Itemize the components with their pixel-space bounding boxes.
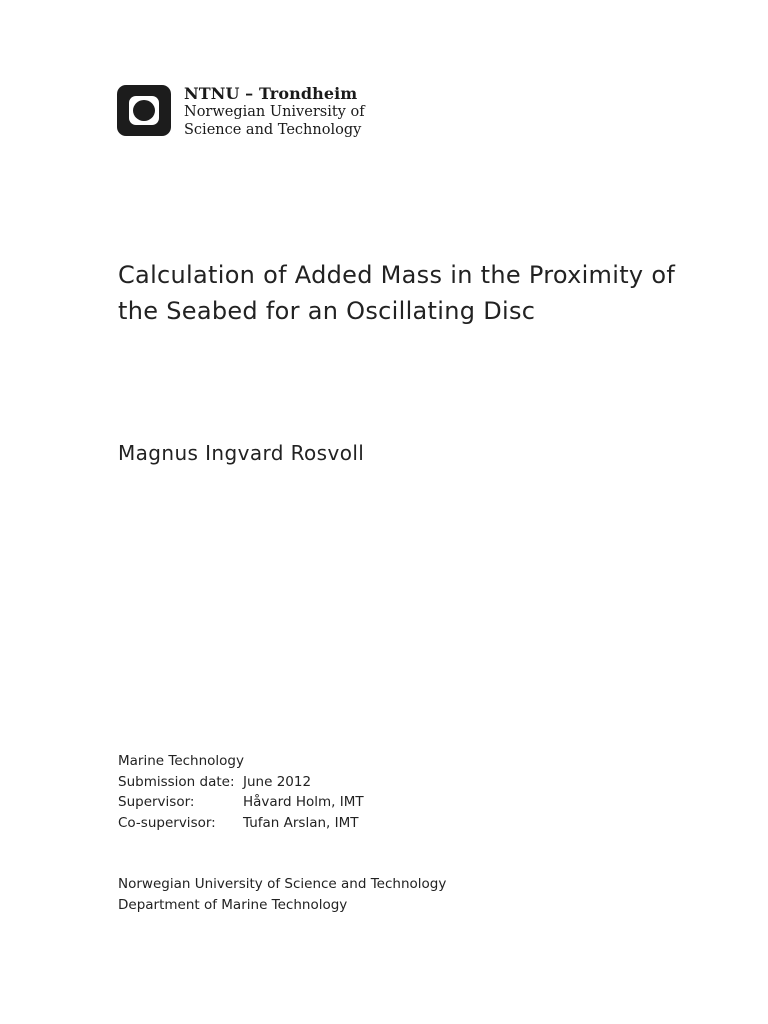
submission-date-label: Submission date: — [118, 773, 235, 790]
co-supervisor-row — [118, 813, 364, 834]
institution-short-name: NTNU – Trondheim — [184, 84, 358, 103]
author-name: Magnus Ingvard Rosvoll — [118, 441, 365, 465]
footer-university: Norwegian University of Science and Technology — [118, 876, 447, 892]
thesis-details — [118, 751, 364, 834]
institution-footer — [118, 874, 446, 915]
footer-department: Department of Marine Technology — [118, 896, 348, 913]
submission-date-value: June 2012 — [243, 773, 312, 790]
program-name: Marine Technology — [118, 753, 244, 769]
institution-name-line2: Norwegian University of — [184, 104, 365, 120]
supervisor-row — [118, 792, 364, 813]
submission-date-row — [118, 772, 364, 793]
institution-name-line3: Science and Technology — [184, 122, 362, 138]
co-supervisor-value: Tufan Arslan, IMT — [243, 815, 359, 832]
institution-name — [184, 84, 365, 139]
supervisor-label: Supervisor: — [118, 794, 195, 811]
co-supervisor-label: Co-supervisor: — [118, 815, 216, 832]
institution-logo — [117, 85, 365, 139]
ntnu-logo-icon — [117, 85, 171, 136]
document-title: Calculation of Added Mass in the Proximity of the Seabed for an Oscillating Disc — [118, 261, 676, 325]
supervisor-value: Håvard Holm, IMT — [243, 794, 364, 811]
